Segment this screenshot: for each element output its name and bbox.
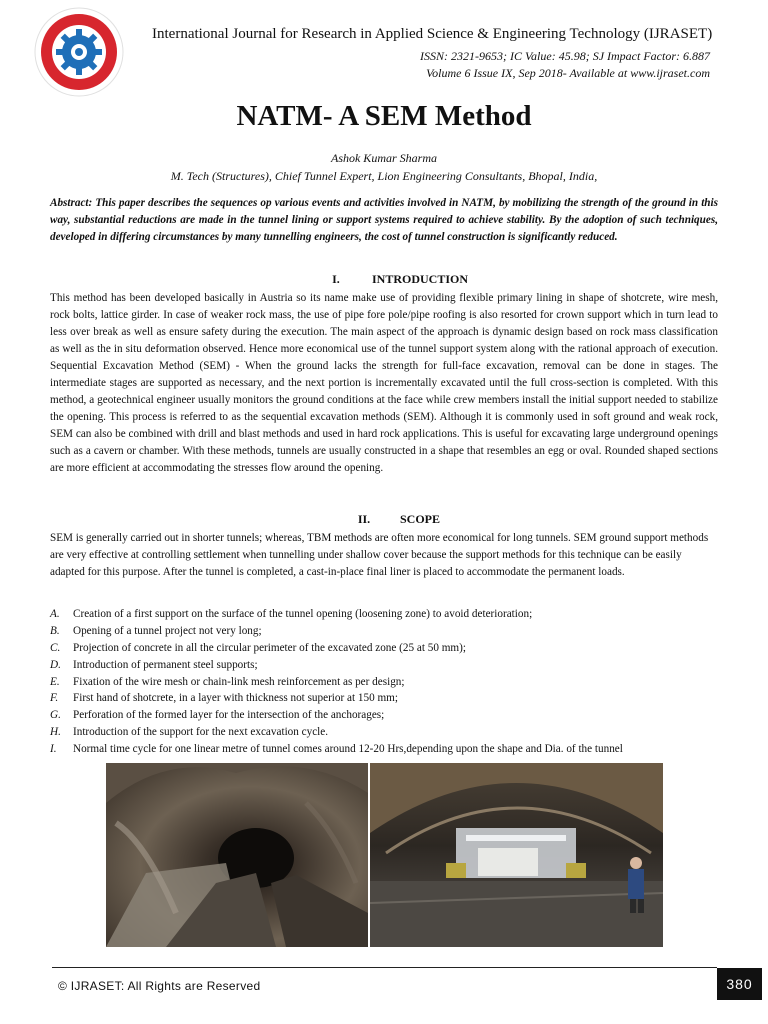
list-item [50,741,718,758]
section-number: II. [357,512,371,526]
tunnel-photo-left [106,763,368,947]
section-title: SCOPE [399,512,440,526]
list-marker: F. [50,692,59,705]
page-number: 380 [717,968,762,1000]
list-text: Creation of a first support on the surface of the tunnel opening (loosening zone) to avoid deterioration; [73,608,533,620]
list-item [50,606,718,623]
list-text: Introduction of the support for the next excavation cycle. [73,726,329,739]
list-item [50,657,718,674]
author-name: Ashok Kumar Sharma [330,151,437,165]
ijraset-gear-seal-icon [33,6,125,98]
list-item [50,674,718,691]
list-text: Opening of a tunnel project not very long; [73,624,262,637]
list-text: First hand of shotcrete, in a layer with thickness not superior at 150 mm; [73,692,398,705]
footer-divider [52,967,717,968]
list-text: Perforation of the formed layer for the intersection of the anchorages; [73,709,385,722]
section-heading-introduction [0,272,768,287]
list-marker: A. [50,608,60,620]
list-marker: E. [50,675,60,688]
issn-line: ISSN: 2321-9653; IC Value: 45.98; SJ Impact Factor: 6.887 [420,49,710,63]
ijraset-logo [33,6,125,98]
author-affiliation: M. Tech (Structures), Chief Tunnel Expert, Lion Engineering Consultants, Bhopal, India, [170,169,598,183]
list-marker: C. [50,641,61,654]
section-heading-scope [0,512,768,527]
list-item [50,640,718,657]
tunnel-photographs [106,763,663,947]
list-marker: G. [50,709,61,722]
volume-line: Volume 6 Issue IX, Sep 2018- Available at www.ijraset.com [426,66,710,80]
list-text: Projection of concrete in all the circular perimeter of the excavated zone (25 at 50 mm); [73,641,466,654]
list-item [50,623,718,640]
tunnel-photo-right [370,763,663,947]
list-item [50,707,718,724]
list-marker: D. [50,658,61,671]
introduction-paragraph: This method has been developed basically in Austria so its name make use of providing flexible primary lining in shape of shotcrete, wire mesh, rock bolts, lattice girder. In case of weaker rock mass, the use of pipe fore pole/pipe roofing is also resorted for crown support which in turn lead to less over break as well as ensure safety during the execution. The main aspect of the approach is dynamic design based on rock mass classification as well as the in situ deformation observed. Hence more economical use of the tunnel support system along with the rational approach of execution. Sequential Excavation Method (SEM) - When the ground lacks the strength for full-face excavation, removal can be done in stages. The intermediate stages are supported as necessary, and the next portion is incrementally excavated until the full cross-section is completed. With this method, a geotechnical engineer usually monitors the ground conditions at the face while crew members install the initial support needed to stabilize the opening. This process is referred to as the sequential excavation methods (SEM). Although it is commonly used in soft ground and weak rock, SEM can also be combined with drill and blast methods and used in hard rock applications. This is useful for excavating large underground openings such as a cavern or chamber. With these methods, tunnels are usually constructed in a shape that resembles an egg or oval. Rounded shaped sections are more efficient at accommodating the stresses flow around the opening. [50,292,718,475]
section-number: I. [332,272,340,286]
paper-title: NATM- A SEM Method [236,100,532,132]
list-marker: I. [50,743,57,756]
scope-paragraph: SEM is generally carried out in shorter tunnels; whereas, TBM methods are often more economical for long tunnels. SEM ground support methods are very effective at controlling settlement when tunnelling under shallow cover because the support methods for this technique can be easily adapted for this purpose. After the tunnel is completed, a cast-in-place final liner is placed to accommodate the permanent loads. [50,532,709,579]
copyright-notice: © IJRASET: All Rights are Reserved [58,979,261,993]
section-title: INTRODUCTION [371,272,468,286]
list-text: Fixation of the wire mesh or chain-link mesh reinforcement as per design; [73,675,405,688]
journal-name: International Journal for Research in Applied Science & Engineering Technology (IJRASET) [152,26,713,42]
list-marker: H. [50,726,61,739]
scope-list [50,606,718,758]
list-item [50,690,718,707]
list-text: Introduction of permanent steel supports; [73,658,258,671]
list-text: Normal time cycle for one linear metre of tunnel comes around 12-20 Hrs,depending upon the shape and Dia. of the tunnel [73,743,623,756]
list-marker: B. [50,624,60,637]
list-item [50,724,718,741]
abstract: Abstract: This paper describes the sequences op various events and activities involved in NATM, by mobilizing the strength of the ground in this way, substantial reductions are made in the tunnel lining or support systems required to achieve stability. By the adoption of such techniques, developed in differing circumstances by many tunnelling engineers, the cost of tunnel construction is significantly reduced. [50,197,718,243]
